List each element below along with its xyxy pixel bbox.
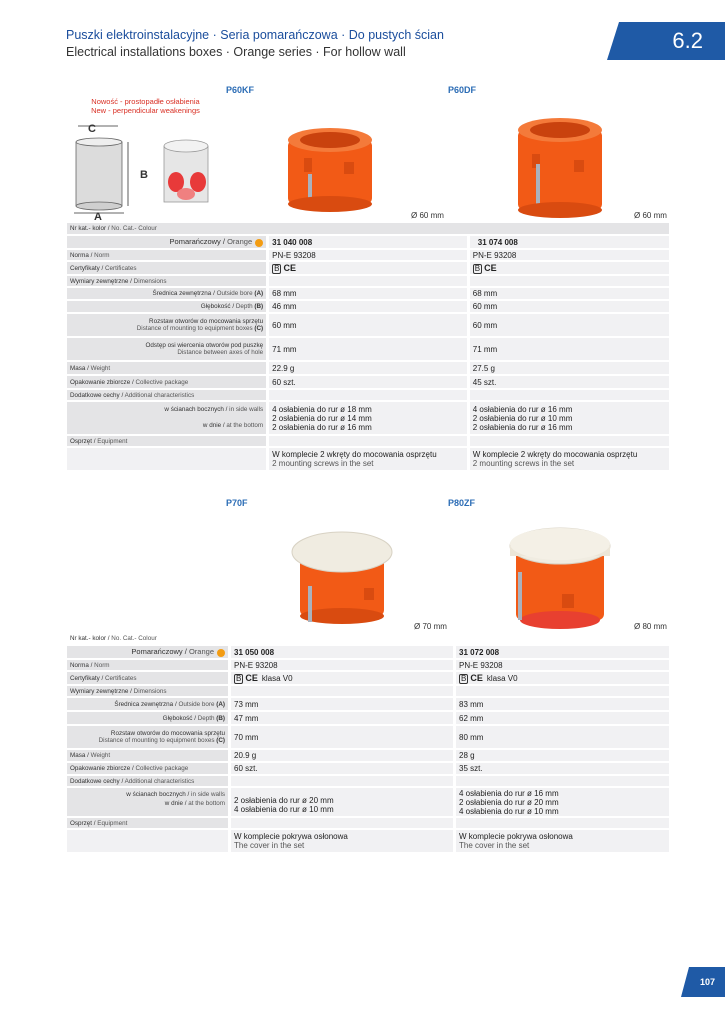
table-row: Opakowanie zbiorcze / Collective package 60 szt. 35 szt. — [67, 762, 669, 775]
b-cert-icon: B — [274, 263, 280, 273]
page-number: 107 — [699, 977, 715, 987]
diagram-label-b: B — [140, 169, 148, 181]
table-row: Średnica zewnętrzna / Outside bore (A) 73 mm 83 mm — [67, 697, 669, 711]
table-row: Wymiary zewnętrzne / Dimensions — [67, 685, 669, 697]
diagram-label-a: A — [94, 211, 102, 220]
dimension-diagram — [66, 116, 226, 220]
table-row: Certyfikaty / Certificates B CE klasa V0 B CE klasa V0 — [67, 671, 669, 685]
table-row: Głębokość / Depth (B) 46 mm 60 mm — [67, 300, 669, 313]
table-row: w ścianach bocznych / in side walls w dnie / at the bottom 2 osłabienia do rur ø 20 mm 4 osłabienia do rur ø 10 mm 4 osłabienia do rur ø 16 mm 2 osłabienia do rur ø 20 mm 4 osłabienia do rur ø 10 mm — [67, 787, 669, 817]
table-row: Osprzęt / Equipment — [67, 817, 669, 829]
product-image-p60kf — [280, 118, 380, 216]
table-row: w ścianach bocznych / in side walls w dnie / at the bottom 4 osłabienia do rur ø 18 mm 2 osłabienia do rur ø 14 mm 2 osłabienia do rur ø 16 mm 4 osłabienia do rur ø 16 mm 2 osłabienia do rur ø 10 mm 2 osłabienia do rur ø 16 mm — [67, 401, 669, 435]
diagram-label-c: C — [88, 123, 96, 135]
b-cert-icon: B — [461, 673, 467, 683]
product-image-p70f — [290, 530, 394, 626]
table-row: Odstęp osi wiercenia otworów pod puszkę Distance between axes of hole 71 mm 71 mm — [67, 337, 669, 361]
title-polish: Puszki elektroinstalacyjne · Seria pomarańczowa · Do pustych ścian — [66, 28, 444, 42]
new-note-en: New - perpendicular weakenings — [91, 106, 200, 115]
ce-mark-icon: CE — [245, 672, 258, 683]
table-row: Opakowanie zbiorcze / Collective package 60 szt. 45 szt. — [67, 375, 669, 389]
table-row: Rozstaw otworów do mocowania sprzętu Distance of mounting to equipment boxes (C) 70 mm 80 mm — [67, 725, 669, 749]
ce-mark-icon: CE — [283, 262, 296, 273]
new-note — [68, 97, 223, 115]
product-code: P80ZF — [448, 498, 476, 508]
table-row: Osprzęt / Equipment — [67, 435, 669, 447]
ce-mark-icon: CE — [470, 672, 483, 683]
b-cert-icon: B — [236, 673, 242, 683]
product-image-p60df — [510, 112, 610, 218]
diameter-label: Ø 60 mm — [411, 211, 444, 220]
orange-dot — [255, 239, 263, 247]
product-code: P60KF — [226, 85, 255, 95]
table-row: Norma / Norm PN-E 93208 PN-E 93208 — [67, 659, 669, 671]
chapter-badge — [607, 22, 725, 60]
table-row: Masa / Weight 22.9 g 27.5 g — [67, 361, 669, 375]
ce-mark-icon: CE — [484, 262, 497, 273]
diameter-label: Ø 60 mm — [634, 211, 667, 220]
title-english: Electrical installations boxes · Orange series · For hollow wall — [66, 45, 406, 59]
product-image-p80zf — [506, 522, 614, 634]
chapter-number: 6.2 — [672, 28, 703, 53]
new-note-pl: Nowość - prostopadłe osłabienia — [91, 97, 200, 106]
table-row: Pomarańczowy / Orange 31 050 008 31 072 008 — [67, 645, 669, 659]
product-code: P70F — [226, 498, 248, 508]
product-code: P60DF — [448, 85, 477, 95]
page-number-badge — [681, 967, 725, 997]
b-cert-icon: B — [474, 263, 481, 273]
table-row: W komplecie pokrywa osłonowa The cover in the set W komplecie pokrywa osłonowa The cover in the set — [67, 829, 669, 853]
diameter-label: Ø 70 mm — [414, 622, 447, 631]
table-row: Dodatkowe cechy / Additional characteristics — [67, 775, 669, 787]
table-row: Wymiary zewnętrzne / Dimensions — [67, 275, 669, 287]
table-row: Dodatkowe cechy / Additional characteristics — [67, 389, 669, 401]
spec-table-2 — [67, 633, 669, 854]
table-row: Masa / Weight 20.9 g 28 g — [67, 749, 669, 762]
table-row: W komplecie 2 wkręty do mocowania osprzętu 2 mounting screws in the set W komplecie 2 wkręty do mocowania osprzętu 2 mounting screws in the set — [67, 447, 669, 471]
diameter-label: Ø 80 mm — [634, 622, 667, 631]
table-row: Średnica zewnętrzna / Outside bore (A) 68 mm 68 mm — [67, 287, 669, 300]
table-row: Nr kat.- kolor / No. Cat.- Colour — [67, 223, 669, 235]
table-row: Pomarańczowy / Orange 31 040 008 31 074 008 — [67, 235, 669, 249]
orange-dot — [217, 649, 225, 657]
spec-table-1 — [67, 223, 669, 472]
table-row: Głębokość / Depth (B) 47 mm 62 mm — [67, 711, 669, 725]
table-row: Rozstaw otworów do mocowania sprzętu Distance of mounting to equipment boxes (C) 60 mm 60 mm — [67, 313, 669, 337]
table-row: Nr kat.- kolor / No. Cat.- Colour — [67, 633, 669, 645]
table-row: Certyfikaty / Certificates B CE B CE — [67, 261, 669, 275]
table-row: Norma / Norm PN-E 93208 PN-E 93208 — [67, 249, 669, 261]
